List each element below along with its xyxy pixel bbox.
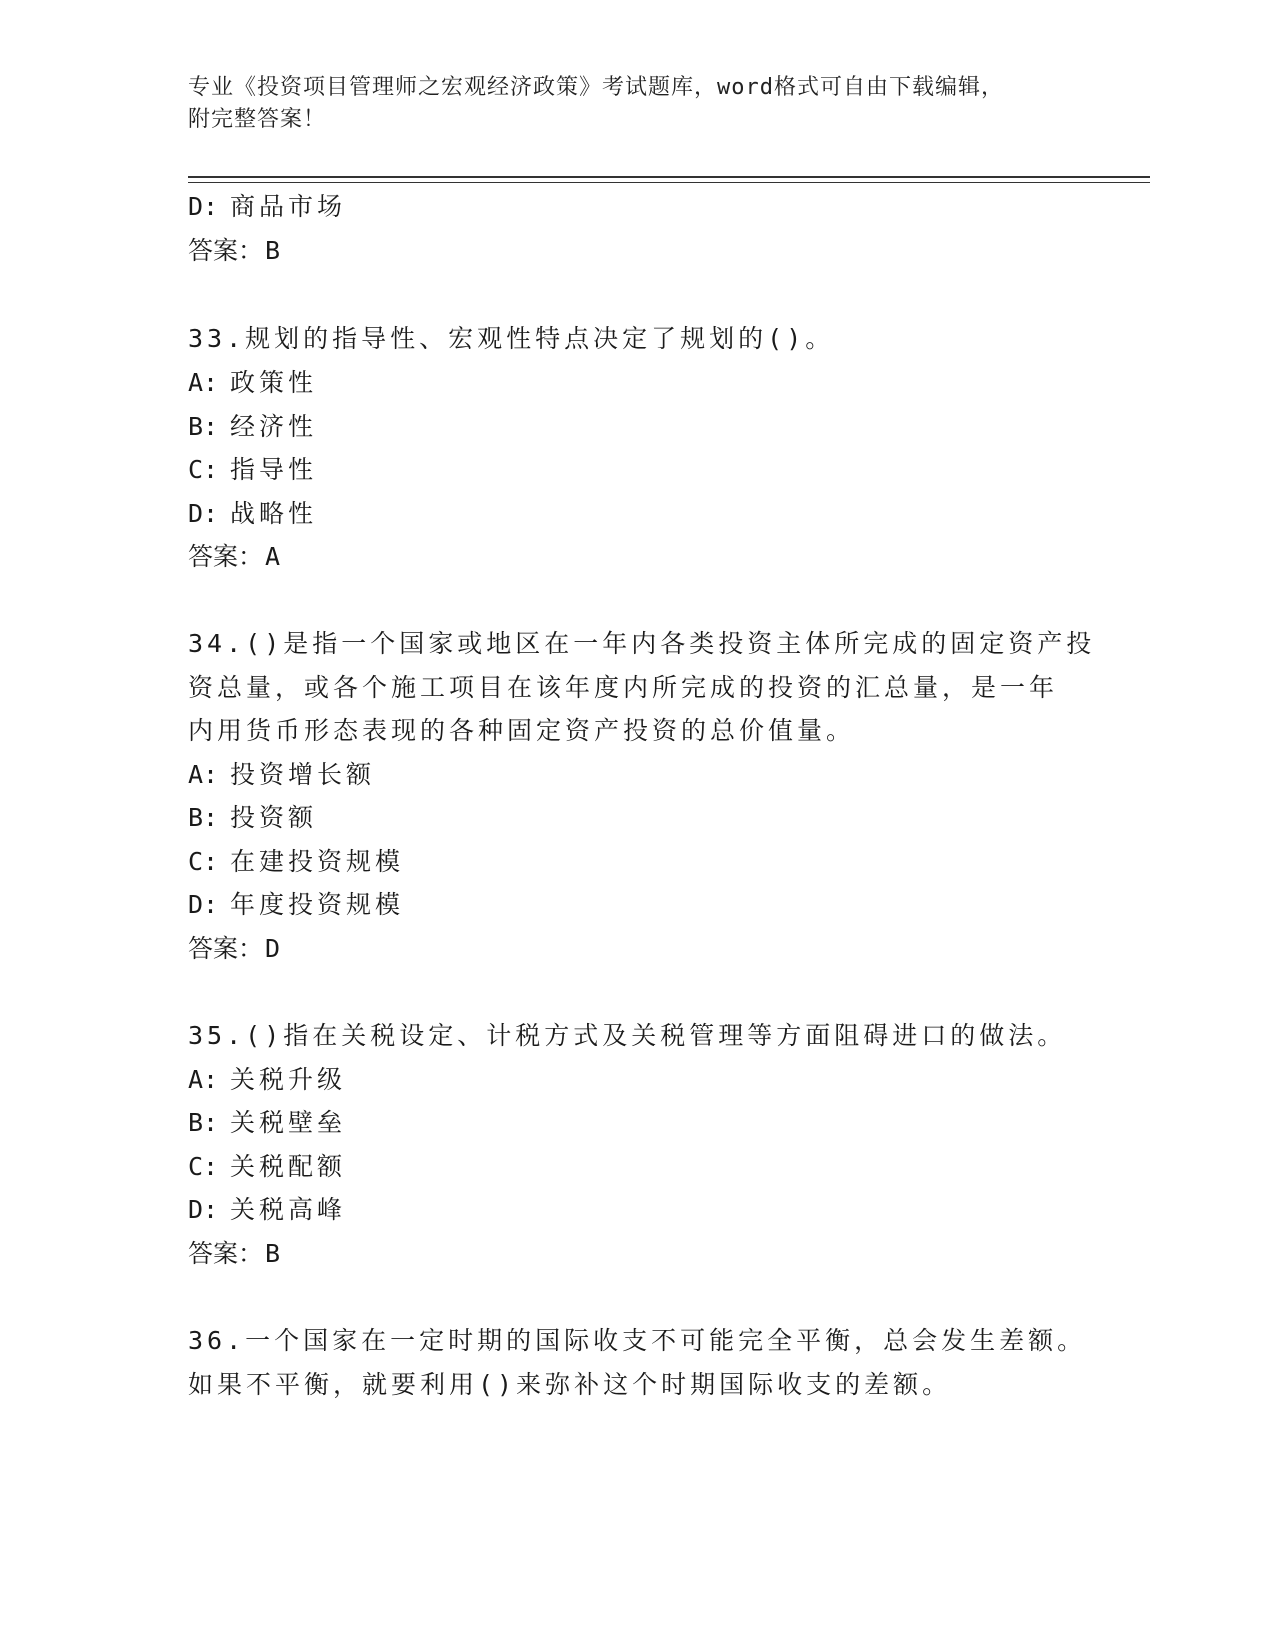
prev-option-d — [188, 192, 346, 222]
q33-option-c — [188, 455, 317, 485]
option-text: 投资增长额 — [230, 760, 376, 789]
q35-answer — [188, 1239, 280, 1269]
option-label: D: — [188, 1195, 219, 1224]
header-divider-thick — [188, 176, 1150, 178]
option-text: 投资额 — [230, 803, 318, 832]
option-text: 关税壁垒 — [230, 1108, 347, 1137]
q36-stem-line-2: 如果不平衡，就要利用()来弥补这个时期国际收支的差额。 — [188, 1370, 952, 1399]
q34-stem-line-2: 资总量，或各个施工项目在该年度内所完成的投资的汇总量，是一年 — [188, 673, 1059, 702]
answer-value: A — [265, 542, 281, 571]
header-divider-thin — [188, 182, 1150, 183]
option-text: 指导性 — [230, 455, 318, 484]
q35-option-b — [188, 1108, 346, 1138]
q33-option-b — [188, 412, 317, 442]
option-text: 年度投资规模 — [230, 890, 405, 919]
option-label: D: — [188, 890, 219, 919]
q36-stem-line-1: 36.一个国家在一定时期的国际收支不可能完全平衡，总会发生差额。 — [188, 1326, 1087, 1355]
q34-answer — [188, 934, 280, 964]
option-label: C: — [188, 847, 219, 876]
document-header — [188, 72, 1088, 136]
option-text: 战略性 — [230, 499, 318, 528]
option-label: B: — [188, 1108, 219, 1137]
option-text: 商品市场 — [230, 192, 347, 221]
q34-stem-line-1: 34.()是指一个国家或地区在一年内各类投资主体所完成的固定资产投 — [188, 629, 1096, 658]
header-line-1: 专业《投资项目管理师之宏观经济政策》考试题库，word格式可自由下载编辑， — [188, 75, 1004, 100]
answer-label: 答案： — [188, 236, 264, 265]
q34-option-c — [188, 847, 404, 877]
answer-label: 答案： — [188, 542, 264, 571]
option-label: D: — [188, 192, 219, 221]
answer-label: 答案： — [188, 1239, 264, 1268]
option-text: 关税升级 — [230, 1065, 347, 1094]
option-text: 关税配额 — [230, 1152, 347, 1181]
q35-option-a — [188, 1065, 346, 1095]
answer-label: 答案： — [188, 934, 264, 963]
option-label: D: — [188, 499, 219, 528]
answer-value: B — [265, 236, 281, 265]
prev-answer — [188, 236, 280, 266]
option-text: 政策性 — [230, 368, 318, 397]
option-label: C: — [188, 1152, 219, 1181]
option-text: 在建投资规模 — [230, 847, 405, 876]
option-label: A: — [188, 368, 219, 397]
option-label: B: — [188, 803, 219, 832]
answer-value: D — [265, 934, 281, 963]
q35-option-d — [188, 1195, 346, 1225]
option-label: B: — [188, 412, 219, 441]
option-text: 关税高峰 — [230, 1195, 347, 1224]
answer-value: B — [265, 1239, 281, 1268]
q35-stem: 35.()指在关税设定、计税方式及关税管理等方面阻碍进口的做法。 — [188, 1021, 1067, 1050]
option-text: 经济性 — [230, 412, 318, 441]
q34-option-a — [188, 760, 375, 790]
header-line-2: 附完整答案！ — [188, 107, 327, 132]
q34-option-b — [188, 803, 317, 833]
option-label: A: — [188, 1065, 219, 1094]
q35-option-c — [188, 1152, 346, 1182]
q33-option-a — [188, 368, 317, 398]
q33-stem: 33.规划的指导性、宏观性特点决定了规划的()。 — [188, 324, 835, 353]
q33-answer — [188, 542, 280, 572]
q34-stem-line-3: 内用货币形态表现的各种固定资产投资的总价值量。 — [188, 716, 856, 745]
option-label: C: — [188, 455, 219, 484]
q34-option-d — [188, 890, 404, 920]
option-label: A: — [188, 760, 219, 789]
q33-option-d — [188, 499, 317, 529]
